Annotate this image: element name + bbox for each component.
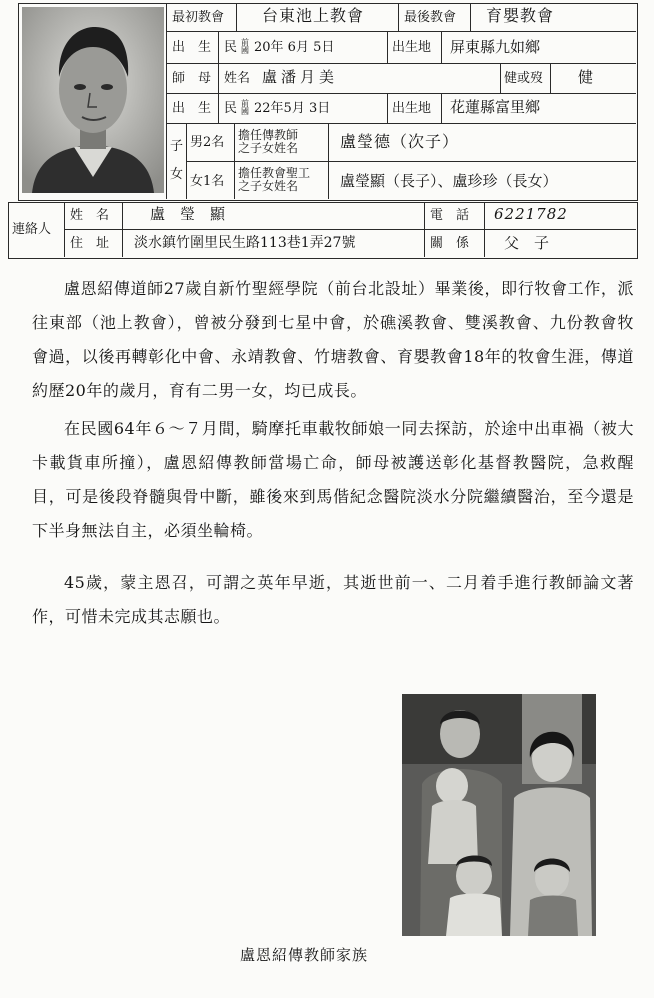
portrait-photo <box>22 7 164 193</box>
health-value: 健 <box>578 68 594 86</box>
wife-name-label: 姓名 <box>224 71 251 86</box>
wife-label: 師 母 <box>172 71 212 86</box>
relation-value: 父 子 <box>504 234 550 252</box>
birthplace-value: 屏東縣九如鄉 <box>450 38 541 56</box>
wife-era-prefix: 民 <box>224 101 238 116</box>
photo-caption: 盧恩紹傳教師家族 <box>240 946 369 964</box>
birth-date: 20年 6月 5日 <box>254 40 335 55</box>
phone-value: 6221782 <box>494 205 568 223</box>
phone-label: 電 話 <box>430 208 470 223</box>
era-prefix: 民 <box>224 40 238 55</box>
biography-text <box>32 272 634 634</box>
biography-paragraph-2: 在民國64年６～７月間，騎摩托車載牧師娘一同去探訪，於途中出車禍（被大卡載貨車所撞），盧恩紹傳教師當場亡命，師母被護送彰化基督教醫院，急救醒目，可是後段脊髓與骨中斷，雖後來到馬偕紀念醫院淡水分院繼續醫治，至今還是下半身無法自主，必須坐輪椅。 <box>32 419 634 540</box>
sons-names: 盧瑩德（次子） <box>340 132 460 151</box>
children-label-bottom: 女 <box>170 167 184 182</box>
contact-label: 連絡人 <box>12 222 52 237</box>
address-value: 淡水鎮竹圍里民生路113巷1弄27號 <box>134 235 356 251</box>
first-church-label: 最初教會 <box>172 10 225 25</box>
address-label: 住 址 <box>70 236 110 251</box>
wife-birthplace: 花蓮縣富里鄉 <box>450 98 541 116</box>
children-label-top: 子 <box>170 139 184 154</box>
first-church-value: 台東池上教會 <box>262 6 365 25</box>
biography-paragraph-1: 盧恩紹傳道師27歲自新竹聖經學院（前台北設址）畢業後，即行牧會工作，派往東部（池上教會），曾被分發到七星中會，於礁溪教會、雙溪教會、九份教會牧會過，以後再轉彰化中會、永靖教會、竹塘教會、育嬰教會18年的牧會生涯，傳道約歷20年的歲月，育有二男一女，均已成長。 <box>32 279 634 400</box>
birthplace-label: 出生地 <box>392 40 432 55</box>
birth-label: 出 生 <box>172 40 212 55</box>
daughters-names: 盧瑩顯（長子）、盧珍珍（長女） <box>340 172 558 190</box>
biography-paragraph-3: 45歲，蒙主恩召，可謂之英年早逝，其逝世前一、二月着手進行教師論文著作，可惜未完成其志願也。 <box>32 573 634 626</box>
family-photo <box>402 694 596 936</box>
sons-desc: 擔任傳教師 之子女姓名 <box>238 128 299 155</box>
daughters-desc: 擔任教會聖工 之子女姓名 <box>238 166 311 193</box>
last-church-value: 育嬰教會 <box>486 6 555 25</box>
sons-label: 男2名 <box>190 135 225 150</box>
last-church-label: 最後教會 <box>404 10 457 25</box>
daughters-label: 女1名 <box>190 174 225 189</box>
wife-name: 盧潘月美 <box>262 68 339 86</box>
era-stack: 前 國 <box>241 38 249 55</box>
wife-era-stack: 前 國 <box>241 99 249 116</box>
contact-name-label: 姓 名 <box>70 208 110 223</box>
contact-name: 盧 瑩 顯 <box>150 205 226 223</box>
wife-birth-date: 22年5月 3日 <box>254 101 331 116</box>
relation-label: 關 係 <box>430 236 470 251</box>
wife-birthplace-label: 出生地 <box>392 101 432 116</box>
health-label: 健或歿 <box>504 71 544 86</box>
wife-birth-label: 出 生 <box>172 101 212 116</box>
